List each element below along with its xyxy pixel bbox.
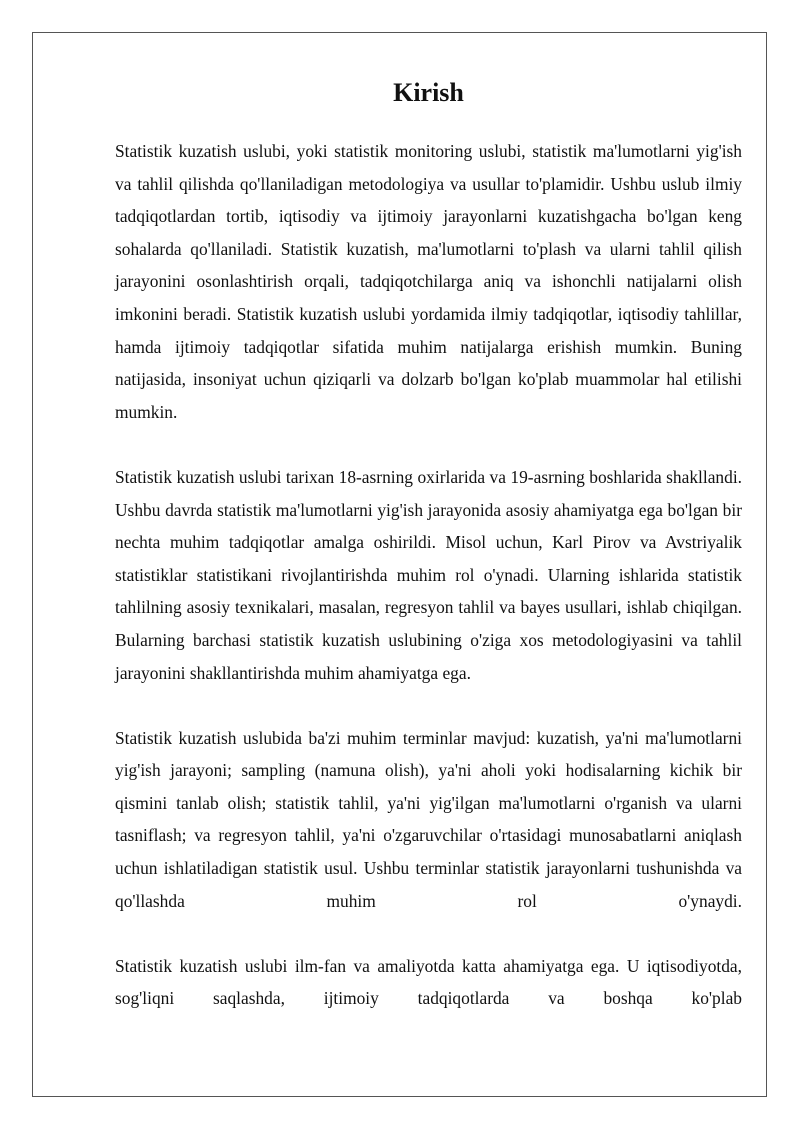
document-body: [115, 77, 742, 1048]
paragraph-1: Statistik kuzatish uslubi, yoki statistik monitoring uslubi, statistik ma'lumotlarni yig'ish va tahlil qilishda qo'llaniladigan metodologiya va usullar to'plamidir. Ushbu uslub ilmiy tadqiqotlardan tortib, iqtisodiy va ijtimoiy jarayonlarni kuzatishgacha bo'lgan keng sohalarda qo'llaniladi. Statistik kuzatish, ma'lumotlarni to'plash va ularni tahlil qilish jarayonini osonlashtirish orqali, tadqiqotchilarga aniq va ishonchli natijalarni olish imkonini beradi. Statistik kuzatish uslubi yordamida ilmiy tadqiqotlar, iqtisodiy tahlillar, hamda ijtimoiy tadqiqotlar sifatida muhim natijalarga erishish mumkin. Buning natijasida, insoniyat uchun qiziqarli va dolzarb bo'lgan ko'plab muammolar hal etilishi mumkin.: [115, 141, 742, 422]
paragraph-2: Statistik kuzatish uslubi tarixan 18-asrning oxirlarida va 19-asrning boshlarida shakllandi. Ushbu davrda statistik ma'lumotlarni yig'ish jarayonida asosiy ahamiyatga ega bo'lgan bir nechta muhim tadqiqotlar amalga oshirildi. Misol uchun, Karl Pirov va Avstriyalik statistiklar statistikani rivojlantirishda muhim rol o'ynadi. Ularning ishlarida statistik tahlilning asosiy texnikalari, masalan, regresyon tahlil va bayes usullari, ishlab chiqilgan. Bularning barchasi statistik kuzatish uslubining o'ziga xos metodologiyasini va tahlil jarayonini shakllantirishda muhim ahamiyatga ega.: [115, 466, 742, 683]
page-title: Kirish: [393, 78, 464, 107]
document-page: [32, 32, 767, 1097]
paragraph-3: Statistik kuzatish uslubida ba'zi muhim terminlar mavjud: kuzatish, ya'ni ma'lumotlarni yig'ish jarayoni; sampling (namuna olish), ya'ni aholi yoki hodisalarning kichik bir qismini tanlab olish; statistik tahlil, ya'ni yig'ilgan ma'lumotlarni o'rganish va ularni tasniflash; va regresyon tahlil, ya'ni o'zgaruvchilar o'rtasidagi munosabatlarni aniqlash uchun ishlatiladigan statistik usul. Ushbu terminlar statistik jarayonlarni tushunishda va qo'llashda muhim rol o'ynaydi.: [115, 727, 742, 911]
paragraph-4: Statistik kuzatish uslubi ilm-fan va amaliyotda katta ahamiyatga ega. U iqtisodiyotda, sog'liqni saqlashda, ijtimoiy tadqiqotlarda va boshqa ko'plab: [115, 955, 742, 1009]
